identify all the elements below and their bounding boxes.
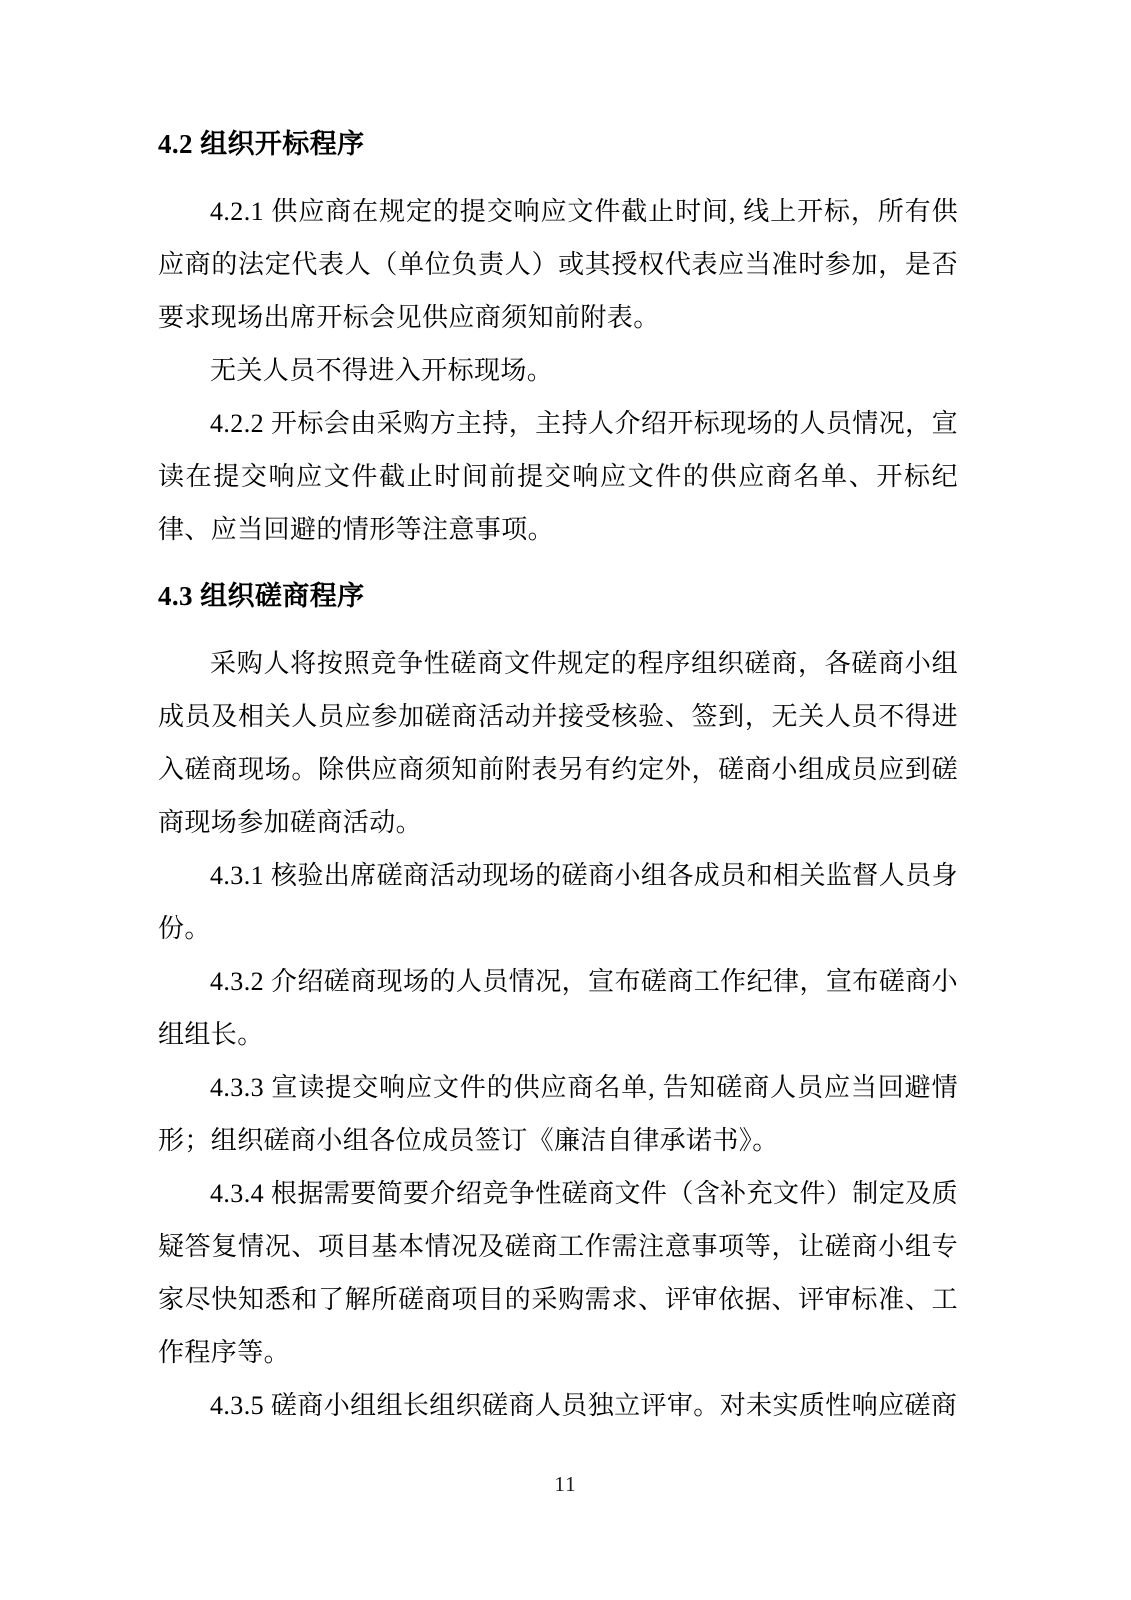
paragraph-4-3-5: 4.3.5 磋商小组组长组织磋商人员独立评审。对未实质性响应磋商 <box>210 1391 958 1420</box>
paragraph-4-2-2: 4.2.2 开标会由采购方主持，主持人介绍开标现场的人员情况，宣读在提交响应文件截止时间前提交响应文件的供应商名单、开标纪律、应当回避的情形等注意事项。 <box>158 409 958 544</box>
paragraph-4-3-1: 4.3.1 核验出席磋商活动现场的磋商小组各成员和相关监督人员身份。 <box>158 861 958 943</box>
paragraph-4-3-4: 4.3.4 根据需要简要介绍竞争性磋商文件（含补充文件）制定及质疑答复情况、项目基本情况及磋商工作需注意事项等，让磋商小组专家尽快知悉和了解所磋商项目的采购需求、评审依据、评审标准、工作程序等。 <box>158 1179 958 1367</box>
page-number: 11 <box>554 1472 577 1496</box>
section-heading-4-2: 4.2 组织开标程序 <box>158 129 365 159</box>
paragraph-4-3-2: 4.3.2 介绍磋商现场的人员情况，宣布磋商工作纪律，宣布磋商小组组长。 <box>158 967 958 1049</box>
paragraph-no-unrelated-persons: 无关人员不得进入开标现场。 <box>210 356 554 385</box>
document-content <box>158 118 958 1432</box>
paragraph-4-3-intro: 采购人将按照竞争性磋商文件规定的程序组织磋商，各磋商小组成员及相关人员应参加磋商活动并接受核验、签到，无关人员不得进入磋商现场。除供应商须知前附表另有约定外，磋商小组成员应到磋商现场参加磋商活动。 <box>158 649 958 837</box>
paragraph-4-3-3: 4.3.3 宣读提交响应文件的供应商名单, 告知磋商人员应当回避情形；组织磋商小组各位成员签订《廉洁自律承诺书》。 <box>158 1073 958 1155</box>
section-heading-4-3: 4.3 组织磋商程序 <box>158 581 365 611</box>
paragraph-4-2-1: 4.2.1 供应商在规定的提交响应文件截止时间, 线上开标，所有供应商的法定代表人（单位负责人）或其授权代表应当准时参加，是否要求现场出席开标会见供应商须知前附表。 <box>158 197 958 332</box>
